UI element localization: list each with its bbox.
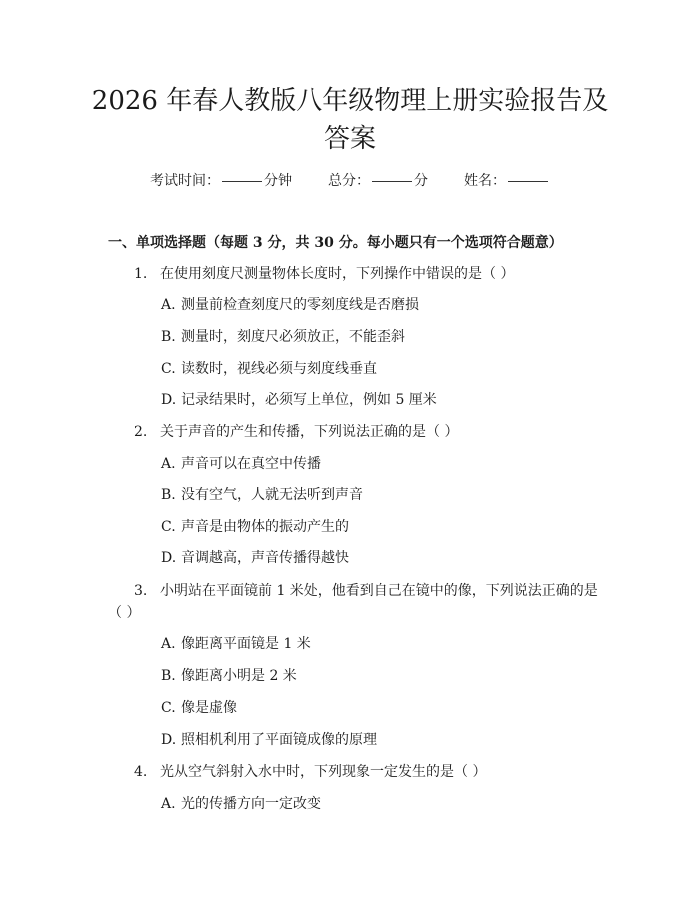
question-stem: 小明站在平面镜前 1 米处，他看到自己在镜中的像，下列说法正确的是 xyxy=(160,583,598,599)
student-name-blank[interactable] xyxy=(508,181,548,182)
option-letter: A. xyxy=(161,636,176,652)
option-text: 光的传播方向一定改变 xyxy=(181,796,321,812)
option-letter: D. xyxy=(161,732,177,748)
option-2b[interactable] xyxy=(161,484,363,504)
total-score-blank[interactable] xyxy=(372,181,412,182)
option-1b[interactable] xyxy=(161,326,405,346)
option-letter: B. xyxy=(161,487,176,503)
option-letter: B. xyxy=(161,668,176,684)
option-text: 像距离平面镜是 1 米 xyxy=(181,636,311,652)
option-text: 测量前检查刻度尺的零刻度线是否磨损 xyxy=(181,297,419,313)
option-text: 读数时，视线必须与刻度线垂直 xyxy=(181,361,377,377)
question-stem: 在使用刻度尺测量物体长度时，下列操作中错误的是（ ） xyxy=(160,266,515,282)
option-letter: C. xyxy=(161,700,176,716)
section-heading: 一、单项选择题（每题 3 分，共 30 分。每小题只有一个选项符合题意） xyxy=(108,235,563,251)
option-text: 声音可以在真空中传播 xyxy=(181,456,321,472)
option-letter: B. xyxy=(161,329,176,345)
question-1 xyxy=(134,263,514,283)
student-name-field xyxy=(464,170,550,190)
option-letter: D. xyxy=(161,550,177,566)
title-line-1: 2026 年春人教版八年级物理上册实验报告及 xyxy=(91,86,609,116)
question-3 xyxy=(134,580,598,600)
total-score-unit: 分 xyxy=(414,173,428,189)
option-1d[interactable] xyxy=(161,389,437,409)
option-text: 照相机利用了平面镜成像的原理 xyxy=(181,732,377,748)
option-2c[interactable] xyxy=(161,516,349,536)
question-3-continuation: （ ） xyxy=(108,605,141,621)
option-letter: A. xyxy=(161,456,176,472)
option-1c[interactable] xyxy=(161,358,377,378)
exam-time-label: 考试时间： xyxy=(150,173,220,189)
student-name-label: 姓名： xyxy=(464,173,506,189)
exam-info-row xyxy=(0,170,700,190)
question-stem: 关于声音的产生和传播，下列说法正确的是（ ） xyxy=(160,424,459,440)
total-score-field xyxy=(328,170,428,190)
question-4 xyxy=(134,761,486,781)
option-text: 音调越高，声音传播得越快 xyxy=(181,550,349,566)
option-3a[interactable] xyxy=(161,633,311,653)
option-3b[interactable] xyxy=(161,665,297,685)
question-number: 4. xyxy=(134,764,148,780)
total-score-label: 总分： xyxy=(328,173,370,189)
exam-time-field xyxy=(150,170,292,190)
option-4a[interactable] xyxy=(161,793,321,813)
option-2a[interactable] xyxy=(161,453,321,473)
question-number: 3. xyxy=(134,583,148,599)
option-1a[interactable] xyxy=(161,294,419,314)
question-stem: 光从空气斜射入水中时，下列现象一定发生的是（ ） xyxy=(160,764,487,780)
exam-time-unit: 分钟 xyxy=(264,173,292,189)
option-letter: A. xyxy=(161,796,176,812)
option-3c[interactable] xyxy=(161,697,237,717)
question-number: 2. xyxy=(134,424,148,440)
option-text: 声音是由物体的振动产生的 xyxy=(181,519,349,535)
option-text: 测量时，刻度尺必须放正，不能歪斜 xyxy=(181,329,405,345)
option-text: 像是虚像 xyxy=(181,700,237,716)
question-2 xyxy=(134,421,458,441)
option-text: 没有空气，人就无法听到声音 xyxy=(181,487,363,503)
option-letter: C. xyxy=(161,519,176,535)
option-letter: C. xyxy=(161,361,176,377)
question-number: 1. xyxy=(134,266,148,282)
title-line-2: 答案 xyxy=(323,124,376,154)
document-title xyxy=(90,82,610,158)
option-text: 记录结果时，必须写上单位，例如 5 厘米 xyxy=(181,392,437,408)
option-letter: A. xyxy=(161,297,176,313)
option-text: 像距离小明是 2 米 xyxy=(181,668,297,684)
option-letter: D. xyxy=(161,392,177,408)
option-3d[interactable] xyxy=(161,729,377,749)
option-2d[interactable] xyxy=(161,547,349,567)
exam-time-blank[interactable] xyxy=(222,181,262,182)
